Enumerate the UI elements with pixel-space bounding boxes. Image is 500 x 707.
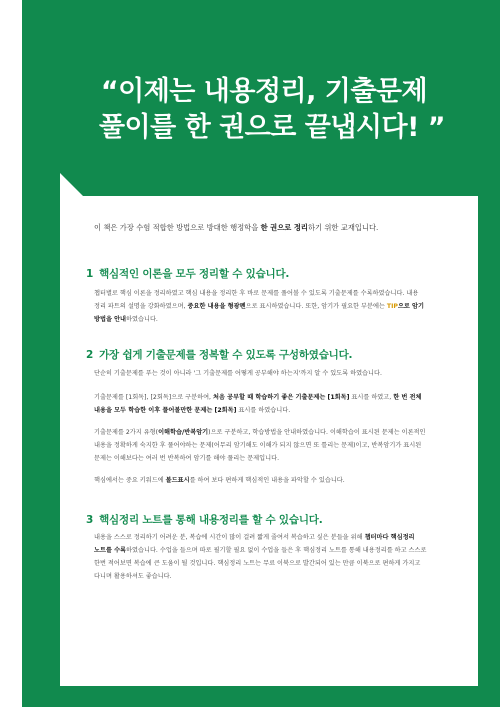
text-span: 표시를 하였습니다. — [236, 407, 291, 414]
section-2-para-2 — [94, 391, 454, 417]
section-number: 2 — [86, 349, 94, 361]
section-1-body — [94, 287, 454, 326]
text-line — [94, 544, 454, 557]
text-line — [94, 426, 454, 439]
text-line: 문제는 이해보다는 여러 번 반복하여 암기를 해야 풀리는 문제입니다. — [94, 455, 280, 462]
bold-text: 챕터마다 핵심정리 — [364, 534, 415, 541]
bold-text: 노트를 수록 — [94, 547, 127, 554]
bold-text: 처음 공부할 때 학습하기 좋은 기출문제는 — [213, 394, 328, 401]
text-line: 챕터별로 핵심 이론을 정리하였고 핵심 내용을 정리한 후 바로 문제를 풀어볼 수 있도록 기출문제를 수록하였습니다. 내용 — [94, 290, 419, 297]
headline-line-2: 풀이를 한 권으로 끝냅시다! ” — [98, 112, 446, 143]
text-span: 핵심에서는 중요 키워드에 — [94, 477, 166, 484]
section-title-text: 핵심적인 이론을 모두 정리할 수 있습니다. — [99, 268, 290, 280]
bold-text: 방법을 안내 — [94, 316, 127, 323]
intro-text — [94, 222, 454, 234]
text-line: 다니며 활용하셔도 좋습니다. — [94, 573, 172, 580]
text-line — [94, 300, 454, 313]
section-2-para-1 — [94, 367, 454, 380]
text-span: 기출문제를 2가지 유형( — [94, 429, 159, 436]
text-span: 으로 표시하였습니다. 또한, 암기가 필요한 부분에는 — [245, 303, 387, 310]
text-span: 하였습니다. — [126, 316, 158, 323]
text-line — [94, 404, 454, 417]
text-line — [94, 474, 454, 487]
section-3-title — [86, 512, 323, 527]
section-3-body — [94, 531, 454, 583]
headline-line-1: “이제는 내용정리, 기출문제 — [100, 76, 428, 107]
text-span: 하였습니다. 수업을 들으며 따로 필기할 필요 없이 수업을 들은 후 핵심정리 노트를 통해 내용정리를 하고 스스로 — [126, 547, 427, 554]
intro-post: 하기 위한 교재입니다. — [307, 223, 379, 232]
text-line: 단순히 기출문제를 푸는 것이 아니라 '그 기출문제를 어떻게 공부해야 하는지'까지 알 수 있도록 하였습니다. — [94, 370, 382, 377]
text-line — [94, 531, 454, 544]
text-span: 표시를 하였고, — [349, 394, 394, 401]
text-span: 정리 파트의 설명을 강화하였으며, — [94, 303, 188, 310]
section-title-text: 핵심정리 노트를 통해 내용정리를 할 수 있습니다. — [99, 514, 323, 526]
bold-text: 내용을 모두 학습한 이후 풀어볼만한 문제는 [2회독] — [94, 407, 237, 414]
bold-text: 이해학습/반복암기 — [158, 429, 209, 436]
text-line — [94, 313, 454, 326]
text-span: 를 하여 보다 편하게 핵심적인 내용을 파악할 수 있습니다. — [189, 477, 345, 484]
card-corner — [60, 173, 84, 197]
text-span: 기출문제를 [1회독], [2회독]으로 구분하여, — [94, 394, 213, 401]
section-1-title — [86, 266, 289, 281]
section-number: 3 — [86, 514, 94, 526]
bold-text: 으로 암기 — [397, 303, 425, 310]
text-line — [94, 391, 454, 404]
highlight-text: 중요한 내용을 형광펜 — [187, 303, 246, 310]
intro-pre: 이 책은 가장 수험 적합한 방법으로 방대한 행정학을 — [94, 223, 261, 232]
section-number: 1 — [86, 268, 94, 280]
section-2-para-4 — [94, 474, 454, 487]
section-2-title — [86, 347, 352, 362]
tip-label: TIP — [386, 303, 398, 310]
text-span: 내용을 스스로 정리하기 어려운 분, 복습에 시간이 많이 걸려 짧게 줄여서 복습하고 싶은 분들을 위해 — [94, 534, 365, 541]
bold-text: 볼드표시 — [165, 477, 190, 484]
section-title-text: 가장 쉽게 기출문제를 정복할 수 있도록 구성하였습니다. — [99, 349, 353, 361]
intro-bold: 한 권으로 정리 — [260, 223, 308, 232]
page-headline — [40, 74, 480, 146]
round-mark: [1회독] — [327, 394, 350, 401]
section-2-para-3 — [94, 426, 454, 465]
text-line: 내용을 정확하게 숙지한 후 풀어야하는 문제(어무리 암기해도 이해가 되지 않으면 또 틀리는 문제)이고, 반복암기가 표시된 — [94, 442, 422, 449]
text-span: )으로 구분하고, 학습방법을 안내하였습니다. 이해학습이 표시된 문제는 이론적인 — [208, 429, 426, 436]
bold-text: 한 번 전체 — [393, 394, 422, 401]
text-line: 한번 적어보면 복습에 큰 도움이 될 것입니다. 핵심정리 노트는 무료 이북으로 발간되어 있는 만큼 이북으로 편하게 가지고 — [94, 560, 421, 567]
